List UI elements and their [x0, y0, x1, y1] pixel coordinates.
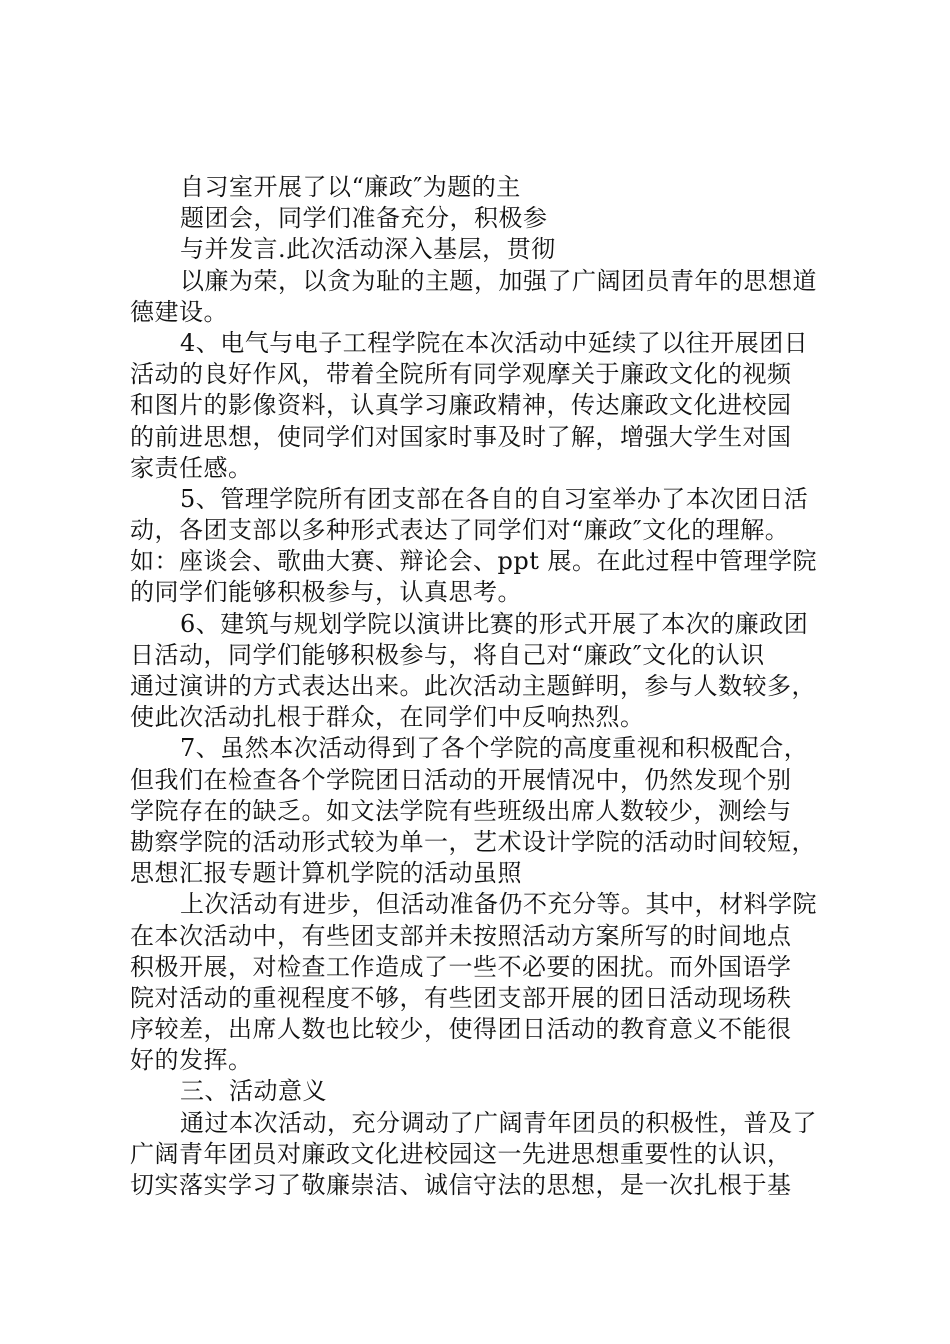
text-line: 思想汇报专题计算机学院的活动虽照 — [130, 859, 522, 888]
text-line: 5、管理学院所有团支部在各自的自习室举办了本次团日活 — [180, 484, 809, 513]
text-line: 活动的良好作风，带着全院所有同学观摩关于廉政文化的视频 — [130, 360, 792, 389]
text-line: 的前进思想，使同学们对国家时事及时了解，增强大学生对国 — [130, 422, 792, 451]
text-line: 动，各团支部以多种形式表达了同学们对“廉政″文化的理解。 — [130, 516, 790, 545]
text-line: 6、建筑与规划学院以演讲比赛的形式开展了本次的廉政团 — [180, 609, 809, 638]
text-line: 但我们在检查各个学院团日活动的开展情况中，仍然发现个别 — [130, 765, 792, 794]
text-line: 广阔青年团员对廉政文化进校园这一先进思想重要性的认识， — [130, 1139, 792, 1168]
text-line: 以廉为荣，以贪为耻的主题，加强了广阔团员青年的思想道 — [180, 266, 817, 295]
text-line: 三、活动意义 — [180, 1077, 327, 1106]
text-line: 题团会，同学们准备充分，积极参 — [180, 204, 548, 233]
text-line: 使此次活动扎根于群众，在同学们中反响热烈。 — [130, 703, 645, 732]
text-line: 院对活动的重视程度不够，有些团支部开展的团日活动现场秩 — [130, 983, 792, 1012]
text-line: 序较差，出席人数也比较少，使得团日活动的教育意义不能很 — [130, 1015, 792, 1044]
text-line: 自习室开展了以“廉政″为题的主 — [180, 173, 521, 201]
text-line: 积极开展，对检查工作造成了一些不必要的困扰。而外国语学 — [130, 952, 792, 981]
text-line: 通过演讲的方式表达出来。此次活动主题鲜明，参与人数较多， — [130, 672, 816, 700]
text-line: 日活动，同学们能够积极参与，将自己对“廉政″文化的认识 — [130, 640, 765, 669]
text-line: 好的发挥。 — [130, 1046, 253, 1075]
text-line: 切实落实学习了敬廉崇洁、诚信守法的思想，是一次扎根于基 — [130, 1171, 792, 1199]
text-line: 4、电气与电子工程学院在本次活动中延续了以往开展团日 — [180, 328, 809, 357]
text-line: 家责任感。 — [130, 453, 253, 482]
text-line: 7、虽然本次活动得到了各个学院的高度重视和积极配合， — [180, 734, 809, 763]
text-line: 德建设。 — [130, 297, 228, 326]
text-line: 如：座谈会、歌曲大赛、辩论会、ppt 展。在此过程中管理学院 — [130, 547, 817, 576]
text-line: 在本次活动中，有些团支部并未按照活动方案所写的时间地点 — [130, 921, 792, 950]
text-line: 与并发言.此次活动深入基层，贯彻 — [180, 235, 556, 264]
text-line: 的同学们能够积极参与，认真思考。 — [130, 578, 522, 607]
text-line: 勘察学院的活动形式较为单一，艺术设计学院的活动时间较短， — [130, 827, 816, 856]
text-line: 学院存在的缺乏。如文法学院有些班级出席人数较少，测绘与 — [130, 796, 792, 825]
text-line: 上次活动有进步，但活动准备仍不充分等。其中，材料学院 — [180, 890, 817, 919]
document-body — [130, 172, 850, 1201]
text-line: 通过本次活动，充分调动了广阔青年团员的积极性，普及了 — [180, 1108, 817, 1137]
text-line: 和图片的影像资料，认真学习廉政精神，传达廉政文化进校园 — [130, 391, 792, 420]
